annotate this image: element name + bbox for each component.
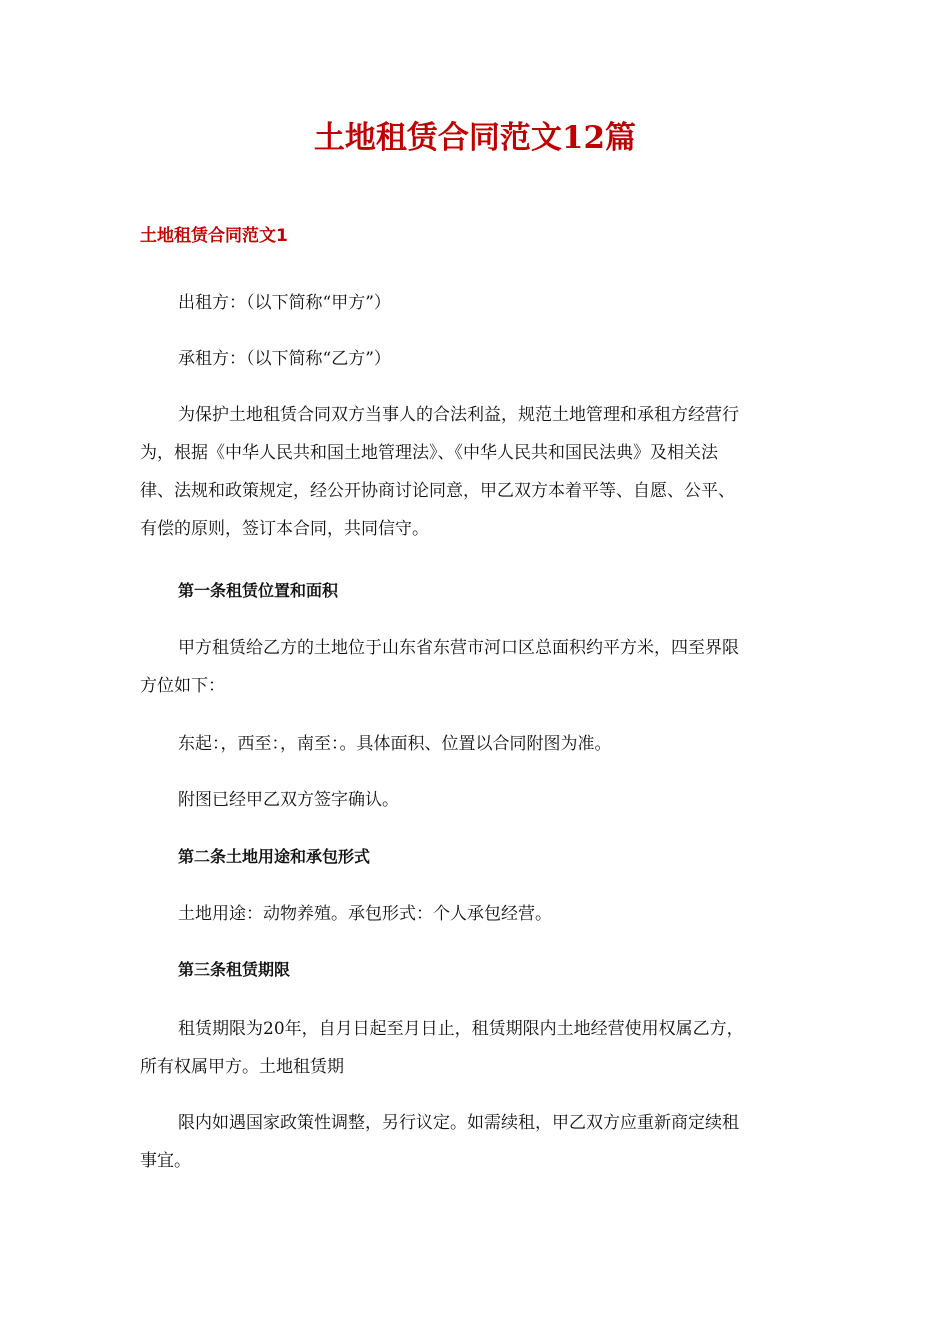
article-1-paragraph-1 <box>140 629 820 705</box>
preamble-paragraph <box>140 396 820 548</box>
article-3-paragraph-1 <box>140 1010 820 1086</box>
article-1-line: 甲方租赁给乙方的土地位于山东省东营市河口区总面积约平方米，四至界限 <box>178 638 739 658</box>
article-3-line: 所有权属甲方。土地租赁期 <box>140 1057 344 1077</box>
lessor-line: 出租方：（以下简称“甲方”） <box>178 293 391 313</box>
article-1-paragraph-3: 附图已经甲乙双方签字确认。 <box>178 790 399 810</box>
article-2-paragraph-1: 土地用途：动物养殖。承包形式：个人承包经营。 <box>178 904 552 924</box>
article-1-line: 方位如下： <box>140 676 225 696</box>
article-3-paragraph-2 <box>140 1104 820 1180</box>
article-3-line: 限内如遇国家政策性调整，另行议定。如需续租，甲乙双方应重新商定续租 <box>178 1113 739 1133</box>
preamble-line: 为保护土地租赁合同双方当事人的合法利益，规范土地管理和承租方经营行 <box>178 405 739 425</box>
article-1-paragraph-2: 东起：，西至：，南至：。具体面积、位置以合同附图为准。 <box>178 734 612 754</box>
document-title: 土地租赁合同范文12篇 <box>313 120 637 156</box>
preamble-line: 为，根据《中华人民共和国土地管理法》、《中华人民共和国民法典》及相关法 <box>140 443 718 463</box>
preamble-line: 律、法规和政策规定，经公开协商讨论同意，甲乙双方本着平等、自愿、公平、 <box>140 481 735 501</box>
article-3-heading: 第三条租赁期限 <box>178 960 291 979</box>
section-heading: 土地租赁合同范文1 <box>140 226 288 246</box>
article-3-line: 事宜。 <box>140 1151 191 1171</box>
article-2-heading: 第二条土地用途和承包形式 <box>178 847 371 866</box>
preamble-line: 有偿的原则，签订本合同，共同信守。 <box>140 519 429 539</box>
article-3-line: 租赁期限为20年，自月日起至月日止，租赁期限内土地经营使用权属乙方， <box>178 1019 744 1039</box>
lessee-line: 承租方：（以下简称“乙方”） <box>178 349 391 369</box>
article-1-heading: 第一条租赁位置和面积 <box>178 581 339 600</box>
